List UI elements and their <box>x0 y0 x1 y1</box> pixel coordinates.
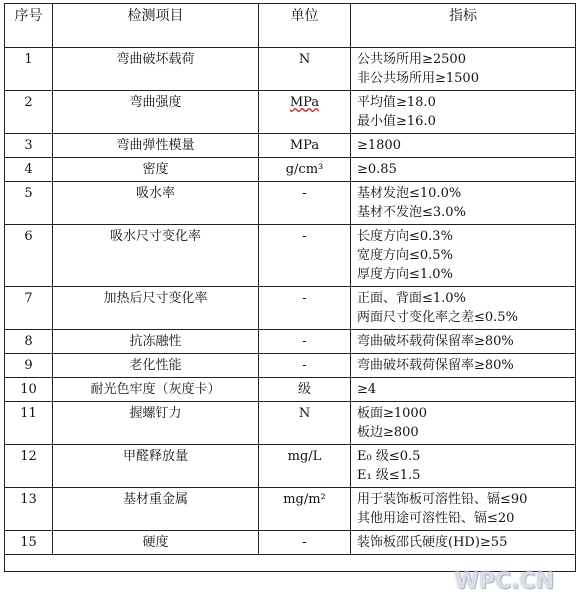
table-row <box>5 287 576 330</box>
table-row <box>5 225 576 287</box>
test-item: 弯曲破坏载荷 <box>53 48 259 91</box>
header-item: 检测项目 <box>53 4 259 48</box>
requirement-line: E₁ 级≤1.5 <box>357 468 421 483</box>
requirement-line: 基材发泡≤10.0% <box>357 186 462 201</box>
row-number: 1 <box>5 48 53 91</box>
unit: mg/m² <box>259 488 351 531</box>
requirement-line: ≥4 <box>357 382 377 397</box>
requirement-line: 装饰板邵氏硬度(HD)≥55 <box>357 535 508 550</box>
test-item: 吸水尺寸变化率 <box>53 225 259 287</box>
table-row <box>5 402 576 445</box>
row-number: 6 <box>5 225 53 287</box>
unit: N <box>259 48 351 91</box>
requirement-line: E₀ 级≤0.5 <box>357 449 421 464</box>
test-item: 吸水率 <box>53 182 259 225</box>
row-number: 13 <box>5 488 53 531</box>
requirement <box>351 330 576 354</box>
unit: g/cm³ <box>259 158 351 182</box>
row-number: 10 <box>5 378 53 402</box>
unit: - <box>259 182 351 225</box>
test-item: 握螺钉力 <box>53 402 259 445</box>
table-row <box>5 158 576 182</box>
table-row <box>5 354 576 378</box>
requirement <box>351 225 576 287</box>
row-number: 5 <box>5 182 53 225</box>
row-number: 7 <box>5 287 53 330</box>
row-number: 9 <box>5 354 53 378</box>
requirement <box>351 445 576 488</box>
requirement <box>351 158 576 182</box>
requirement-line: 非公共场所用≥1500 <box>357 71 479 86</box>
unit: - <box>259 330 351 354</box>
requirement <box>351 134 576 158</box>
requirement <box>351 402 576 445</box>
test-item: 弯曲弹性模量 <box>53 134 259 158</box>
row-number: 8 <box>5 330 53 354</box>
requirement-line: 弯曲破坏载荷保留率≥80% <box>357 334 514 349</box>
row-number: 3 <box>5 134 53 158</box>
test-item: 老化性能 <box>53 354 259 378</box>
unit: MPa <box>259 134 351 158</box>
requirement-line: 板边≥800 <box>357 425 419 440</box>
requirement <box>351 182 576 225</box>
requirement-line: 板面≥1000 <box>357 406 427 421</box>
test-item: 硬度 <box>53 531 259 555</box>
test-item: 弯曲强度 <box>53 91 259 134</box>
requirement <box>351 378 576 402</box>
requirement-line: ≥1800 <box>357 138 401 153</box>
row-number: 15 <box>5 531 53 555</box>
requirement-line: 最小值≥16.0 <box>357 114 436 129</box>
row-number: 2 <box>5 91 53 134</box>
requirement-line: 平均值≥18.0 <box>357 95 436 110</box>
header-unit: 单位 <box>259 4 351 48</box>
requirement-line: 正面、背面≤1.0% <box>357 291 466 306</box>
requirement <box>351 354 576 378</box>
unit: N <box>259 402 351 445</box>
requirement-line: ≥0.85 <box>357 162 397 177</box>
requirement <box>351 488 576 531</box>
header-row <box>5 4 576 48</box>
table-row <box>5 488 576 531</box>
table-row <box>5 48 576 91</box>
unit: 级 <box>259 378 351 402</box>
requirement-line: 用于装饰板可溶性铅、镉≤90 <box>357 492 528 507</box>
test-item: 加热后尺寸变化率 <box>53 287 259 330</box>
test-item: 抗冻融性 <box>53 330 259 354</box>
requirement-line: 基材不发泡≤3.0% <box>357 205 466 220</box>
unit: - <box>259 287 351 330</box>
requirement-line: 其他用途可溶性铅、镉≤20 <box>357 511 515 526</box>
test-item: 甲醛释放量 <box>53 445 259 488</box>
table-row <box>5 445 576 488</box>
spec-table <box>4 3 576 572</box>
table-row <box>5 134 576 158</box>
row-number: 4 <box>5 158 53 182</box>
table-row <box>5 182 576 225</box>
requirement-line: 两面尺寸变化率之差≤0.5% <box>357 310 518 325</box>
requirement <box>351 48 576 91</box>
requirement-line: 长度方向≤0.3% <box>357 229 453 244</box>
requirement <box>351 531 576 555</box>
header-spec: 指标 <box>351 4 576 48</box>
requirement-line: 弯曲破坏载荷保留率≥80% <box>357 358 514 373</box>
test-item: 基材重金属 <box>53 488 259 531</box>
requirement-line: 宽度方向≤0.5% <box>357 248 453 263</box>
requirement <box>351 287 576 330</box>
row-number: 12 <box>5 445 53 488</box>
unit: - <box>259 531 351 555</box>
requirement-line: 厚度方向≤1.0% <box>357 267 453 282</box>
watermark-logo: WPC.CN <box>454 569 554 594</box>
unit: mg/L <box>259 445 351 488</box>
table-row <box>5 91 576 134</box>
unit: - <box>259 225 351 287</box>
table-row <box>5 378 576 402</box>
table-row <box>5 531 576 555</box>
unit: MPa <box>259 91 351 134</box>
test-item: 耐光色牢度（灰度卡） <box>53 378 259 402</box>
table-row <box>5 330 576 354</box>
test-item: 密度 <box>53 158 259 182</box>
requirement-line: 公共场所用≥2500 <box>357 52 466 67</box>
row-number: 11 <box>5 402 53 445</box>
unit: - <box>259 354 351 378</box>
requirement <box>351 91 576 134</box>
header-no: 序号 <box>5 4 53 48</box>
